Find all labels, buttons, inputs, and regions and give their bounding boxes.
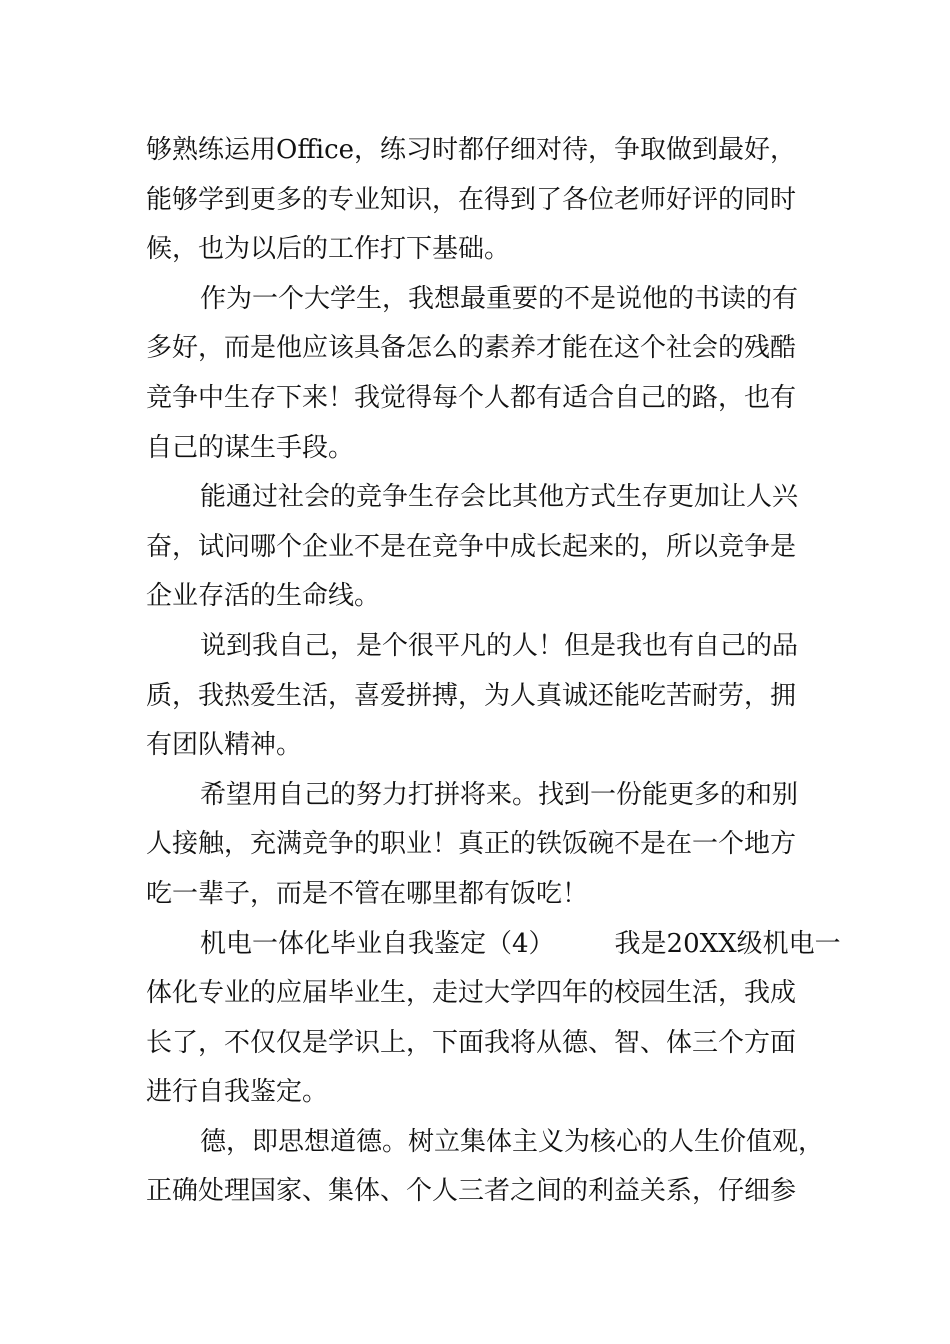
text-line: 能够学到更多的专业知识，在得到了各位老师好评的同时 [146,184,797,215]
text-line: 体化专业的应届毕业生，走过大学四年的校园生活，我成 [146,978,797,1009]
section-heading: 机电一体化毕业自我鉴定（4） [200,928,555,959]
text-line: 够熟练运用Office，练习时都仔细对待，争取做到最好， [146,135,797,165]
text-line: 奋，试问哪个企业不是在竞争中成长起来的，所以竞争是 [146,531,797,562]
paragraph-start-line: 德，即思想道德。树立集体主义为核心的人生价值观， [200,1126,825,1157]
section-heading-line [146,920,841,970]
paragraph-start-line: 能通过社会的竞争生存会比其他方式生存更加让人兴 [200,482,799,513]
document-body [146,126,841,1217]
text-line: 多好，而是他应该具备怎么的素养才能在这个社会的残酷 [146,333,797,364]
section-heading-continuation: 我是20XX级机电一 [614,928,841,959]
paragraph-start-line: 作为一个大学生，我想最重要的不是说他的书读的有 [200,283,799,314]
text-line: 有团队精神。 [146,730,303,761]
text-line: 企业存活的生命线。 [146,581,381,612]
paragraph-start-line: 希望用自己的努力打拼将来。找到一份能更多的和别 [200,779,799,810]
text-line: 竞争中生存下来！我觉得每个人都有适合自己的路，也有 [146,382,797,413]
text-line: 长了，不仅仅是学识上，下面我将从德、智、体三个方面 [146,1027,797,1058]
text-line: 质，我热爱生活，喜爱拼搏，为人真诚还能吃苦耐劳，拥 [146,680,797,711]
text-line: 候，也为以后的工作打下基础。 [146,234,511,265]
text-line: 自己的谋生手段。 [146,432,355,463]
text-line: 人接触，充满竞争的职业！真正的铁饭碗不是在一个地方 [146,829,797,860]
text-line: 进行自我鉴定。 [146,1077,329,1108]
paragraph-start-line: 说到我自己，是个很平凡的人！但是我也有自己的品 [200,630,799,661]
text-line: 吃一辈子，而是不管在哪里都有饭吃！ [146,878,589,909]
text-line: 正确处理国家、集体、个人三者之间的利益关系，仔细参 [146,1176,797,1207]
